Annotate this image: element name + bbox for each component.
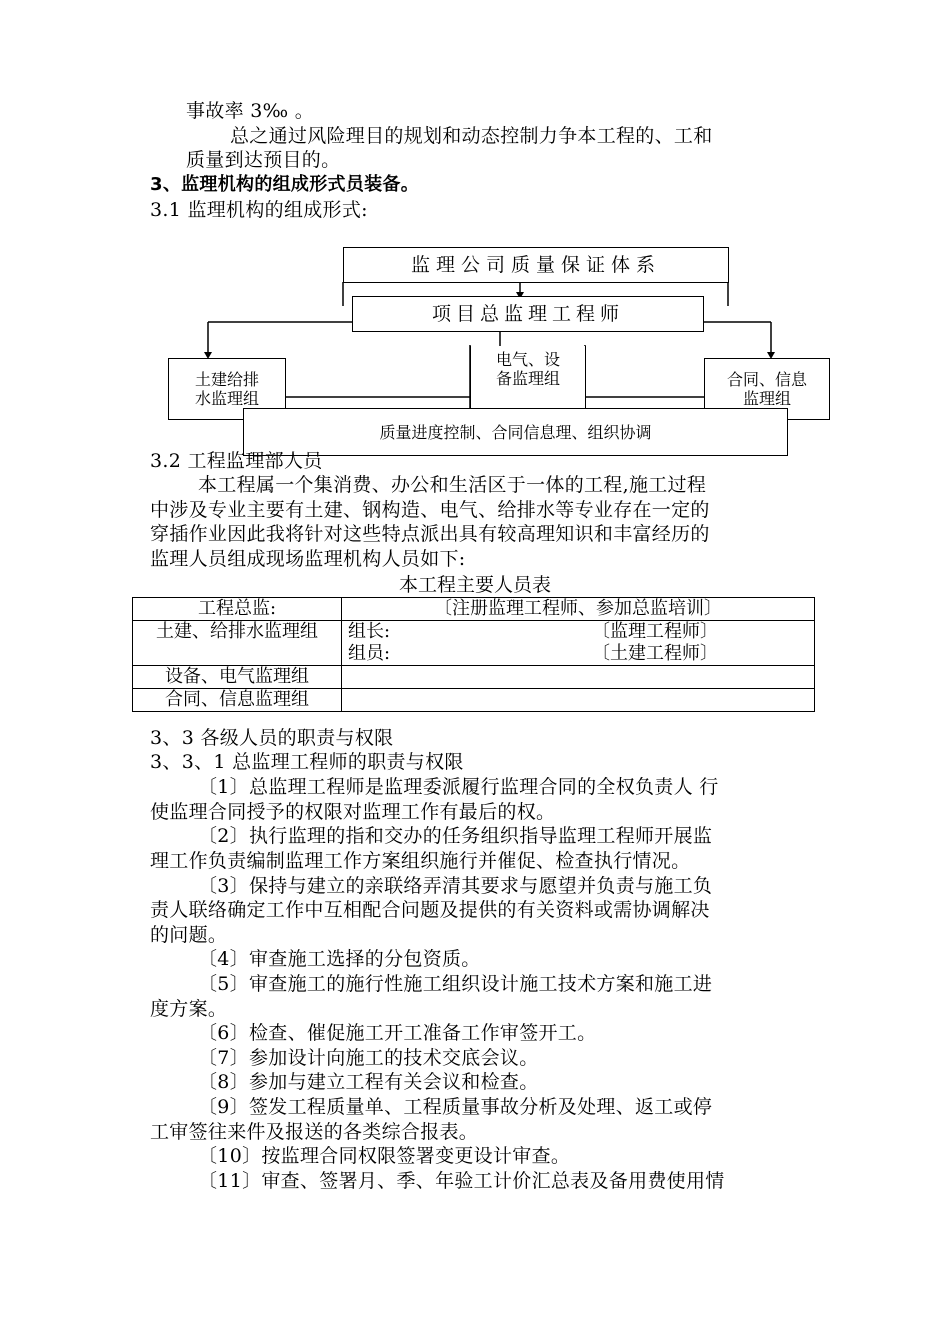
duty-line: 工审签往来件及报送的各类综合报表。 [150,1121,479,1143]
org-civil-group-label-1: 土建给排 [194,370,259,389]
section-3-3-1-heading: 3、3、1 总监理工程师的职责与权限 [150,751,464,773]
duty-line: 〔7〕参加设计向施工的技术交底会议。 [198,1047,539,1069]
table-cell-detail: 〔注册监理工程师、参加总监培训〕 [342,598,815,621]
org-electrical-group-label-1: 电气、设 [495,350,560,369]
table-cell-detail [342,689,815,712]
member-qualification: 〔土建工程师〕 [592,643,718,664]
staff-table-caption: 本工程主要人员表 [398,574,551,596]
duty-line: 〔6〕检查、催促施工开工准备工作审签开工。 [198,1022,597,1044]
duty-line: 〔1〕总监理工程师是监理委派履行监理合同的全权负责人 行 [198,776,719,798]
duty-line: 〔5〕审查施工的施行性施工组织设计施工技术方案和施工进 [198,973,713,995]
org-bottom-box: 质量进度控制、合同信息理、组织协调 [243,408,788,456]
staff-table [132,597,815,712]
table-cell-detail [342,621,815,666]
duty-line: 〔3〕保持与建立的亲联络弄清其要求与愿望并负责与施工负 [198,875,713,897]
table-cell-role: 合同、信息监理组 [133,689,342,712]
org-contract-group-label-2: 监理组 [742,389,791,408]
para-3-2-line-2: 中涉及专业主要有土建、钢构造、电气、给排水等专业存在一定的 [150,499,710,521]
duty-line: 理工作负责编制监理工作方案组织施行并催促、检查执行情况。 [150,850,691,872]
duty-line: 〔9〕签发工程质量单、工程质量事故分析及处理、返工或停 [198,1096,713,1118]
org-contract-group-label-1: 合同、信息 [726,370,807,389]
org-top-box: 监理公司质量保证体系 [343,247,729,283]
table-row [133,666,815,689]
section-3-3-heading: 3、3 各级人员的职责与权限 [150,727,394,749]
para-3-2-line-1: 本工程属一个集消费、办公和生活区于一体的工程,施工过程 [198,474,707,496]
para-3-2-line-3: 穿插作业因此我将针对这些特点派出具有较高理知识和丰富经历的 [150,523,710,545]
section-3-heading: 3、监理机构的组成形式员装备。 [150,174,420,195]
section-3-2-heading: 3.2 工程监理部人员 [150,450,323,472]
duty-line: 的问题。 [150,924,228,946]
leader-qualification: 〔监理工程师〕 [592,621,718,642]
table-cell-role: 工程总监: [133,598,342,621]
org-electrical-group-label-2: 备监理组 [495,369,560,388]
intro-line-3: 质量到达预目的。 [186,149,341,171]
org-electrical-group-box [470,346,586,408]
para-3-2-line-4: 监理人员组成现场监理机构人员如下: [150,548,466,570]
duty-line: 〔2〕执行监理的指和交办的任务组织指导监理工程师开展监 [198,825,713,847]
org-civil-group-label-2: 水监理组 [194,389,259,408]
duty-line: 使监理合同授予的权限对监理工作有最后的权。 [150,801,556,823]
duty-line: 〔4〕审查施工选择的分包资质。 [198,948,481,970]
intro-line-1: 事故率 3‰ 。 [186,100,315,122]
table-row [133,598,815,621]
org-chief-box: 项目总监理工程师 [352,296,704,332]
duty-line: 度方案。 [150,998,228,1020]
table-cell-role: 设备、电气监理组 [133,666,342,689]
duty-line: 〔8〕参加与建立工程有关会议和检查。 [198,1071,539,1093]
section-3-1-heading: 3.1 监理机构的组成形式: [150,199,368,221]
table-row [133,689,815,712]
member-label: 组员: [348,643,391,664]
table-row [133,621,815,666]
leader-label: 组长: [348,621,391,642]
duty-line: 〔11〕审查、签署月、季、年验工计价汇总表及备用费使用情 [198,1170,725,1192]
table-cell-role: 土建、给排水监理组 [133,621,342,666]
duty-line: 责人联络确定工作中互相配合问题及提供的有关资料或需协调解决 [150,899,710,921]
table-cell-detail [342,666,815,689]
intro-line-2: 总之通过风险理目的规划和动态控制力争本工程的、工和 [230,125,713,147]
duty-line: 〔10〕按监理合同权限签署变更设计审查。 [198,1145,571,1167]
